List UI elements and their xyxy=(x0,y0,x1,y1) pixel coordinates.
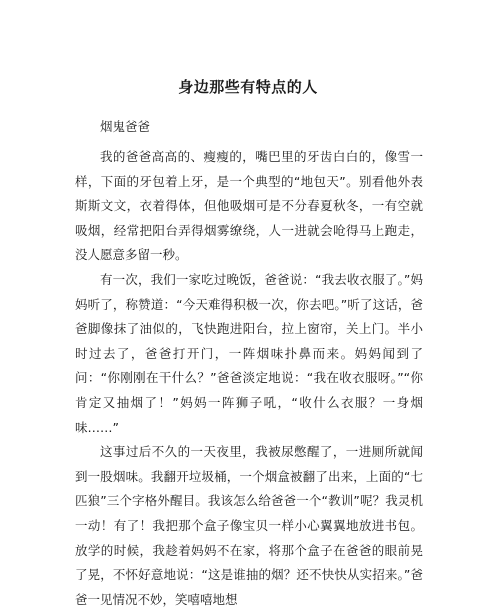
article-body xyxy=(75,145,423,612)
paragraph: 我的爸爸高高的、瘦瘦的，嘴巴里的牙齿白白的，像雪一样，下面的牙包着上牙，是一个典型的“地包天”。别看他外表斯斯文文，衣着得体，但他吸烟可是不分春夏秋冬，一有空就吸烟，经常把阳台弄得烟雾缭绕，人一进就会呛得马上跑走，没人愿意多留一秒。 xyxy=(75,149,423,263)
paragraph: 有一次，我们一家吃过晚饭，爸爸说：“我去收衣服了。”妈妈听了，称赞道：“今天难得积极一次，你去吧。”听了这话，爸爸脚像抹了油似的，飞快跑进阳台，拉上窗帘，关上门。半小时过去了，爸爸打开门，一阵烟味扑鼻而来。妈妈闻到了问：“你刚刚在干什么？”爸爸淡定地说：“我在收衣服呀。”“你肯定又抽烟了！”妈妈一阵狮子吼，“收什么衣服？一身烟味……” xyxy=(75,271,423,435)
article-title: 身边那些有特点的人 xyxy=(178,78,318,96)
article-subtitle: 烟鬼爸爸 xyxy=(100,119,151,134)
paragraph: 这事过后不久的一天夜里，我被尿憋醒了，一进厕所就闻到一股烟味。我翻开垃圾桶，一个烟盒被翻了出来，上面的“七匹狼”三个字格外醒目。我该怎么给爸爸一个“教训”呢？我灵机一动！有了！我把那个盒子像宝贝一样小心翼翼地放进书包。放学的时候，我趁着妈妈不在家，将那个盒子在爸爸的眼前晃了晃，不怀好意地说：“这是谁抽的烟？还不快快从实招来。”爸爸一见情况不妙，笑嘻嘻地想 xyxy=(75,444,423,607)
